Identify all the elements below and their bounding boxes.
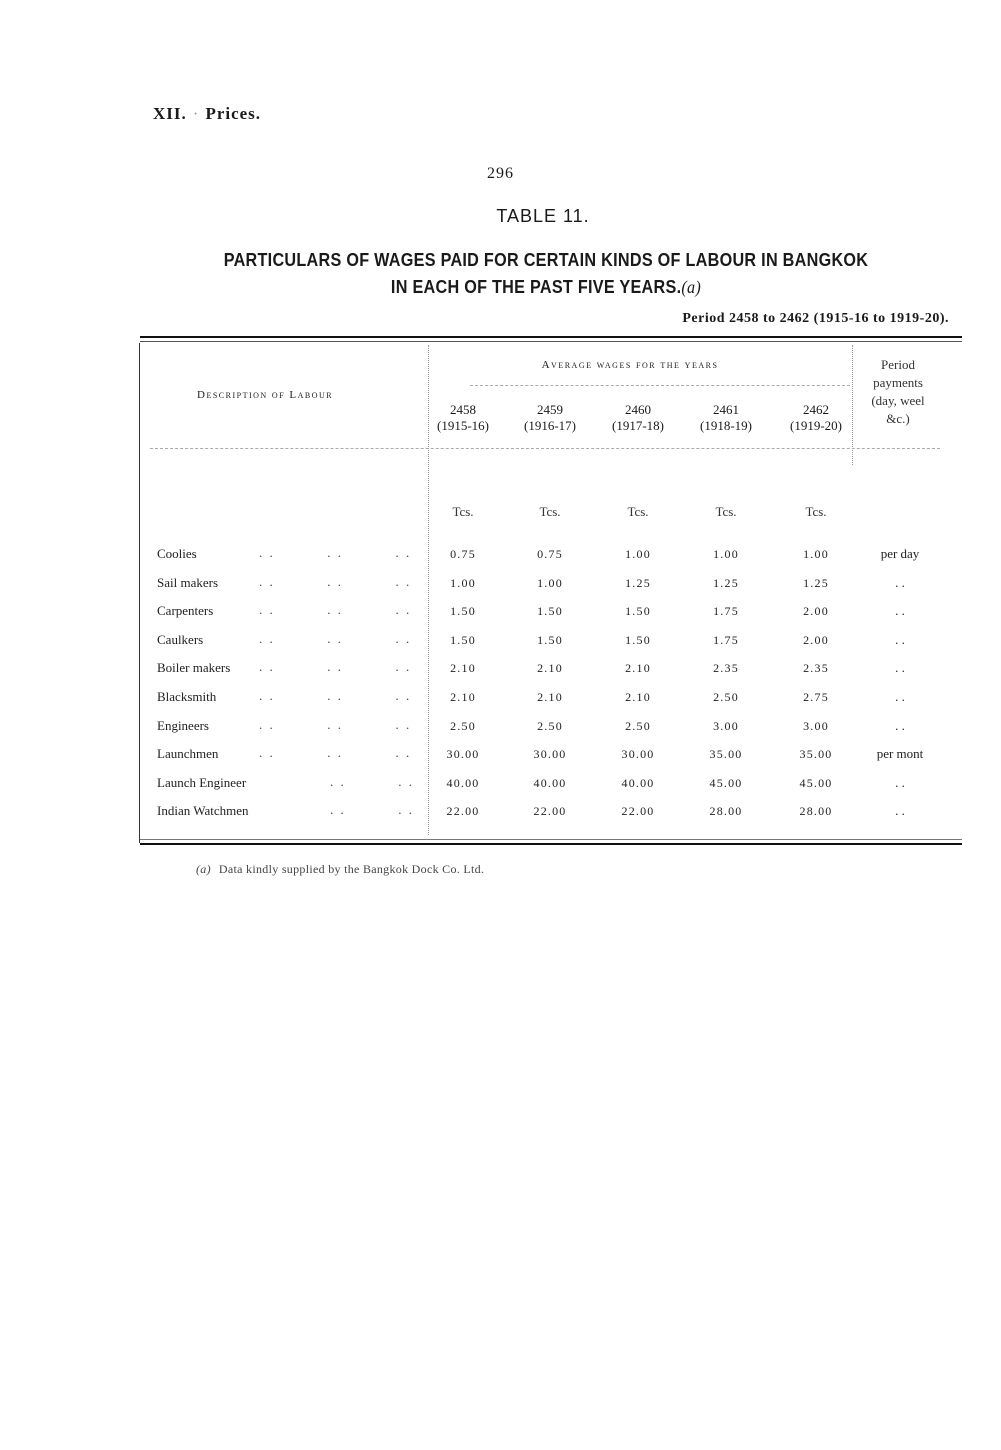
year-header-rule bbox=[470, 385, 850, 386]
section-numeral: XII. bbox=[153, 104, 187, 123]
dot-leaders: . . . . . . bbox=[259, 602, 412, 617]
wage-value: 1.50 bbox=[625, 633, 651, 647]
currency-unit: Tcs. bbox=[539, 504, 561, 519]
year-header bbox=[776, 402, 856, 434]
title-line-2 bbox=[188, 274, 904, 301]
footnote bbox=[196, 862, 484, 877]
description-header: Description of Labour bbox=[197, 389, 334, 401]
wage-value: 2.35 bbox=[713, 661, 739, 675]
period-caption: Period 2458 to 2462 (1915-16 to 1919-20). bbox=[682, 311, 949, 326]
wage-value: 1.00 bbox=[713, 547, 739, 561]
wage-value: 28.00 bbox=[799, 804, 833, 818]
dot-leaders: . . . . bbox=[330, 802, 414, 817]
section-heading: XII. · Prices. bbox=[153, 104, 262, 123]
table-top-rule-thin bbox=[140, 341, 962, 342]
wage-value: 30.00 bbox=[446, 747, 480, 761]
year-header bbox=[598, 402, 678, 434]
dot-leaders: . . . . . . bbox=[259, 574, 412, 589]
average-wages-header: Average wages for the years bbox=[541, 359, 719, 371]
wage-value: 1.50 bbox=[450, 604, 476, 618]
wage-value: 2.75 bbox=[803, 690, 829, 704]
table-title bbox=[188, 247, 904, 301]
table-top-rule bbox=[140, 336, 962, 338]
payment-period: . . bbox=[895, 689, 905, 704]
wage-value: 2.10 bbox=[450, 690, 476, 704]
wage-value: 45.00 bbox=[709, 776, 743, 790]
wage-value: 1.50 bbox=[537, 633, 563, 647]
year-header-year: 2461 bbox=[713, 402, 739, 417]
period-header-line: &c.) bbox=[886, 411, 910, 426]
period-header-line: Period bbox=[881, 357, 915, 372]
wage-value: 2.50 bbox=[625, 719, 651, 733]
wage-value: 35.00 bbox=[799, 747, 833, 761]
table-bottom-rule-thin bbox=[140, 839, 962, 840]
dot-leaders: . . . . . . bbox=[259, 631, 412, 646]
currency-unit: Tcs. bbox=[627, 504, 649, 519]
table-bottom-rule bbox=[140, 843, 962, 845]
period-header-line: payments bbox=[873, 375, 923, 390]
wage-value: 1.50 bbox=[537, 604, 563, 618]
year-header bbox=[423, 402, 503, 434]
wage-value: 40.00 bbox=[533, 776, 567, 790]
payment-period: . . bbox=[895, 632, 905, 647]
wage-value: 2.10 bbox=[625, 661, 651, 675]
page-number: 296 bbox=[487, 165, 514, 182]
wage-value: 0.75 bbox=[537, 547, 563, 561]
wage-value: 2.10 bbox=[537, 661, 563, 675]
year-header bbox=[686, 402, 766, 434]
title-note-marker: (a) bbox=[681, 277, 702, 297]
wage-value: 1.50 bbox=[450, 633, 476, 647]
payment-period: . . bbox=[895, 575, 905, 590]
wage-value: 2.35 bbox=[803, 661, 829, 675]
period-payments-header bbox=[858, 356, 938, 428]
wage-value: 1.00 bbox=[803, 547, 829, 561]
labour-description: Carpenters bbox=[157, 603, 214, 618]
year-header-span: (1916-17) bbox=[524, 418, 576, 433]
wage-value: 22.00 bbox=[533, 804, 567, 818]
wage-value: 2.50 bbox=[713, 690, 739, 704]
wage-value: 2.50 bbox=[450, 719, 476, 733]
labour-description: Launch Engineer bbox=[157, 775, 247, 790]
payment-period: . . bbox=[895, 775, 905, 790]
wage-value: 1.75 bbox=[713, 604, 739, 618]
payment-period: per mont bbox=[876, 746, 924, 761]
year-header bbox=[510, 402, 590, 434]
year-header-year: 2462 bbox=[803, 402, 829, 417]
year-header-span: (1917-18) bbox=[612, 418, 664, 433]
year-header-year: 2458 bbox=[450, 402, 476, 417]
payment-period: . . bbox=[895, 718, 905, 733]
wage-value: 30.00 bbox=[621, 747, 655, 761]
title-line-1: PARTICULARS OF WAGES PAID FOR CERTAIN KINDS OF LABOUR IN BANGKOK bbox=[223, 250, 869, 270]
labour-description: Indian Watchmen bbox=[157, 803, 249, 818]
wage-value: 28.00 bbox=[709, 804, 743, 818]
table-label: TABLE 11. bbox=[496, 206, 590, 226]
labour-description: Engineers bbox=[157, 718, 209, 733]
wage-value: 2.10 bbox=[625, 690, 651, 704]
labour-description: Blacksmith bbox=[157, 689, 217, 704]
labour-description: Caulkers bbox=[157, 632, 204, 647]
wage-value: 2.50 bbox=[537, 719, 563, 733]
dot-leaders: . . . . . . bbox=[259, 745, 412, 760]
wage-value: 1.25 bbox=[803, 576, 829, 590]
dot-leaders: . . . . . . bbox=[259, 545, 412, 560]
dot-leaders: . . . . . . bbox=[259, 659, 412, 674]
wage-value: 30.00 bbox=[533, 747, 567, 761]
year-header-year: 2459 bbox=[537, 402, 563, 417]
labour-description: Boiler makers bbox=[157, 660, 231, 675]
currency-unit: Tcs. bbox=[715, 504, 737, 519]
dot-leaders: . . . . . . bbox=[259, 717, 412, 732]
wage-value: 0.75 bbox=[450, 547, 476, 561]
header-bottom-rule bbox=[150, 448, 940, 449]
currency-unit: Tcs. bbox=[805, 504, 827, 519]
wage-value: 2.10 bbox=[450, 661, 476, 675]
payment-period: per day bbox=[880, 546, 920, 561]
section-label: Prices. bbox=[205, 104, 262, 123]
table-left-rule bbox=[139, 343, 140, 843]
wage-value: 2.10 bbox=[537, 690, 563, 704]
labour-description: Sail makers bbox=[157, 575, 219, 590]
period-header-line: (day, weel bbox=[871, 393, 925, 408]
year-header-span: (1918-19) bbox=[700, 418, 752, 433]
dot-leaders: . . . . . . bbox=[259, 688, 412, 703]
wage-value: 1.00 bbox=[625, 547, 651, 561]
year-header-year: 2460 bbox=[625, 402, 651, 417]
wage-value: 2.00 bbox=[803, 604, 829, 618]
wage-value: 1.25 bbox=[625, 576, 651, 590]
wage-value: 1.50 bbox=[625, 604, 651, 618]
payment-period: . . bbox=[895, 603, 905, 618]
wage-value: 35.00 bbox=[709, 747, 743, 761]
wage-value: 40.00 bbox=[621, 776, 655, 790]
wage-value: 45.00 bbox=[799, 776, 833, 790]
footnote-text: Data kindly supplied by the Bangkok Dock Co. Ltd. bbox=[218, 862, 485, 876]
labour-description: Coolies bbox=[157, 546, 197, 561]
wage-value: 3.00 bbox=[713, 719, 739, 733]
wage-value: 1.00 bbox=[450, 576, 476, 590]
wage-value: 22.00 bbox=[621, 804, 655, 818]
wage-value: 22.00 bbox=[446, 804, 480, 818]
wage-value: 40.00 bbox=[446, 776, 480, 790]
year-header-span: (1915-16) bbox=[437, 418, 489, 433]
payment-period: . . bbox=[895, 660, 905, 675]
wage-value: 1.25 bbox=[713, 576, 739, 590]
wage-value: 2.00 bbox=[803, 633, 829, 647]
dot-leaders: . . . . bbox=[330, 774, 414, 789]
labour-description: Launchmen bbox=[157, 746, 219, 761]
footnote-marker: (a) bbox=[196, 862, 211, 876]
wage-value: 1.75 bbox=[713, 633, 739, 647]
year-header-span: (1919-20) bbox=[790, 418, 842, 433]
title-line-2-text: IN EACH OF THE PAST FIVE YEARS. bbox=[390, 277, 682, 297]
wage-value: 3.00 bbox=[803, 719, 829, 733]
currency-unit: Tcs. bbox=[452, 504, 474, 519]
payment-period: . . bbox=[895, 803, 905, 818]
wage-value: 1.00 bbox=[537, 576, 563, 590]
